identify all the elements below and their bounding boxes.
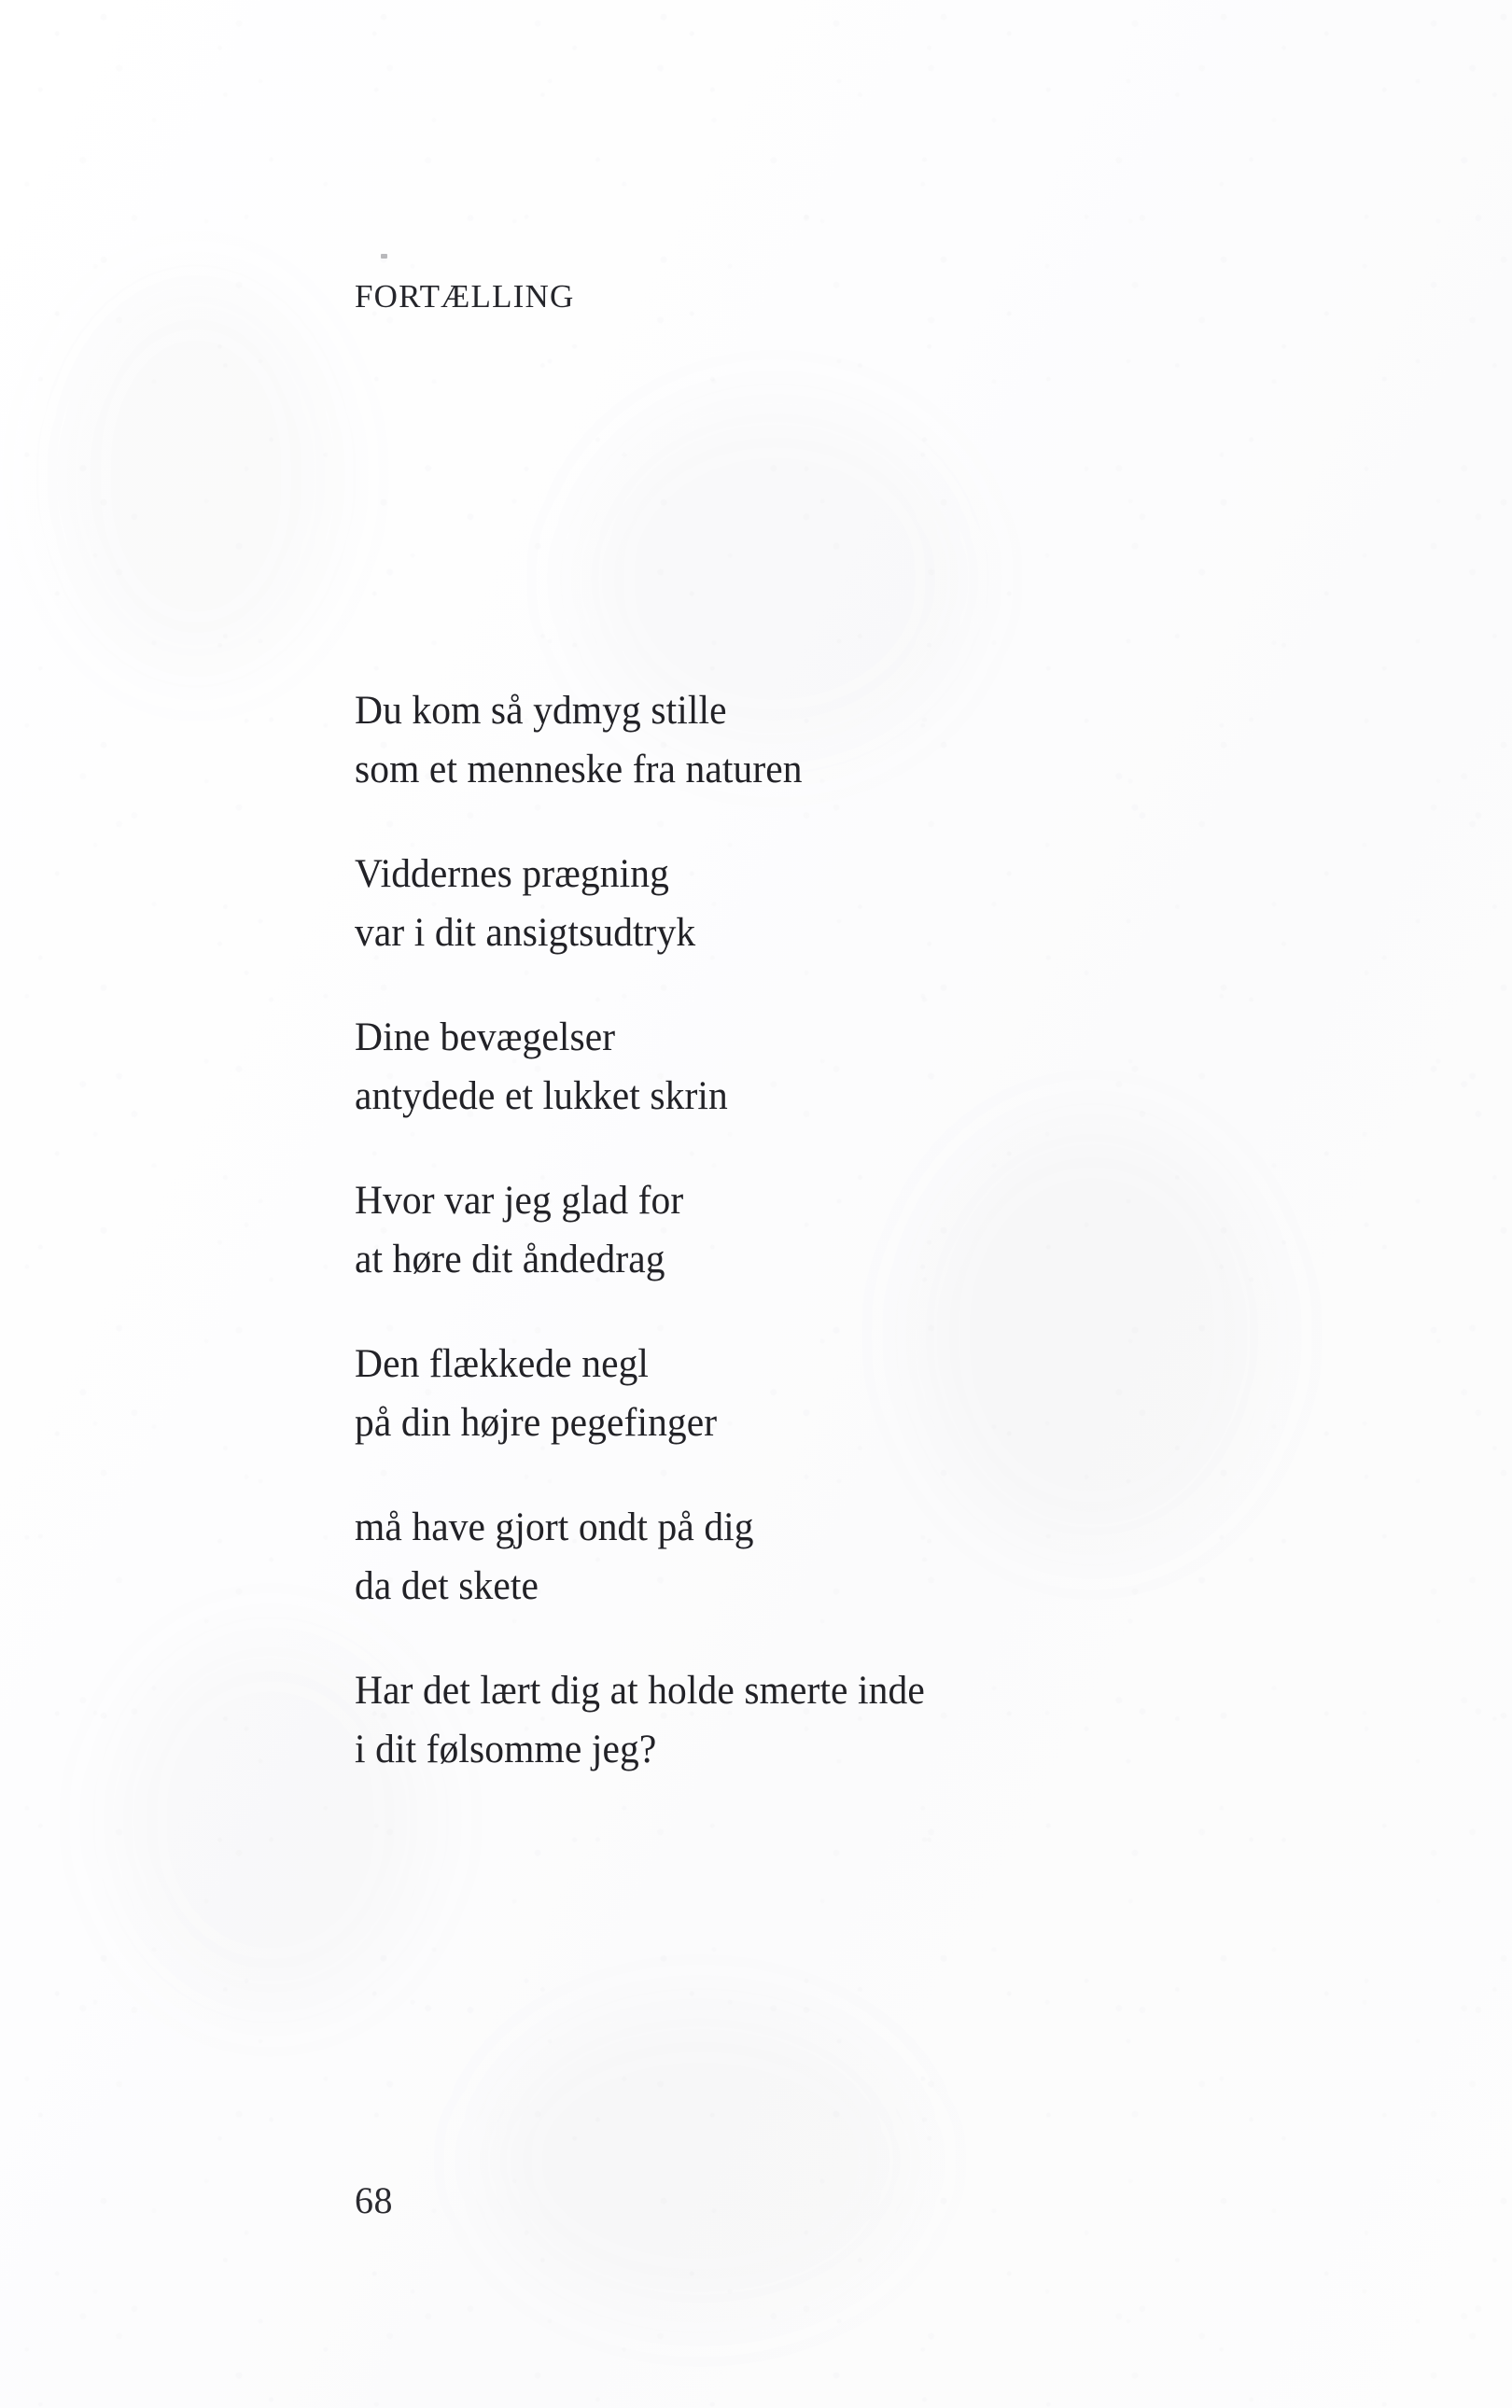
stanza [355, 1335, 1381, 1452]
poem-line: Hvor var jeg glad for [355, 1179, 684, 1223]
page-number: 68 [355, 2179, 393, 2221]
poem-line: i dit følsomme jeg? [355, 1728, 657, 1771]
poem-line: da det skete [355, 1564, 539, 1608]
scan-shading [56, 280, 336, 672]
poem-line: Dine bevægelser [355, 1015, 616, 1059]
stanza [355, 681, 1381, 799]
poem-line: må have gjort ondt på dig [355, 1505, 754, 1549]
stanza [355, 1171, 1381, 1289]
poem-line: Har det lært dig at holde smerte inde [355, 1669, 925, 1713]
poem-line: Den flækkede negl [355, 1342, 650, 1386]
poem-line: som et menneske fra naturen [355, 748, 803, 791]
poem-line: var i dit ansigtsudtryk [355, 911, 696, 955]
poem-line: Du kom så ydmyg stille [355, 689, 727, 733]
poem-body [355, 681, 1381, 1779]
page-title: fortælling [355, 265, 575, 317]
scan-shading [485, 2007, 915, 2315]
poem-line: på din højre pegefinger [355, 1401, 718, 1445]
poem-line: Viddernes prægning [355, 852, 669, 896]
stanza [355, 845, 1381, 962]
stanza [355, 1008, 1381, 1126]
poem-line: antydede et lukket skrin [355, 1074, 728, 1118]
stanza [355, 1498, 1381, 1616]
scan-speck-artifact [381, 254, 387, 259]
stanza [355, 1661, 1381, 1779]
poem-line: at høre dit åndedrag [355, 1238, 665, 1281]
